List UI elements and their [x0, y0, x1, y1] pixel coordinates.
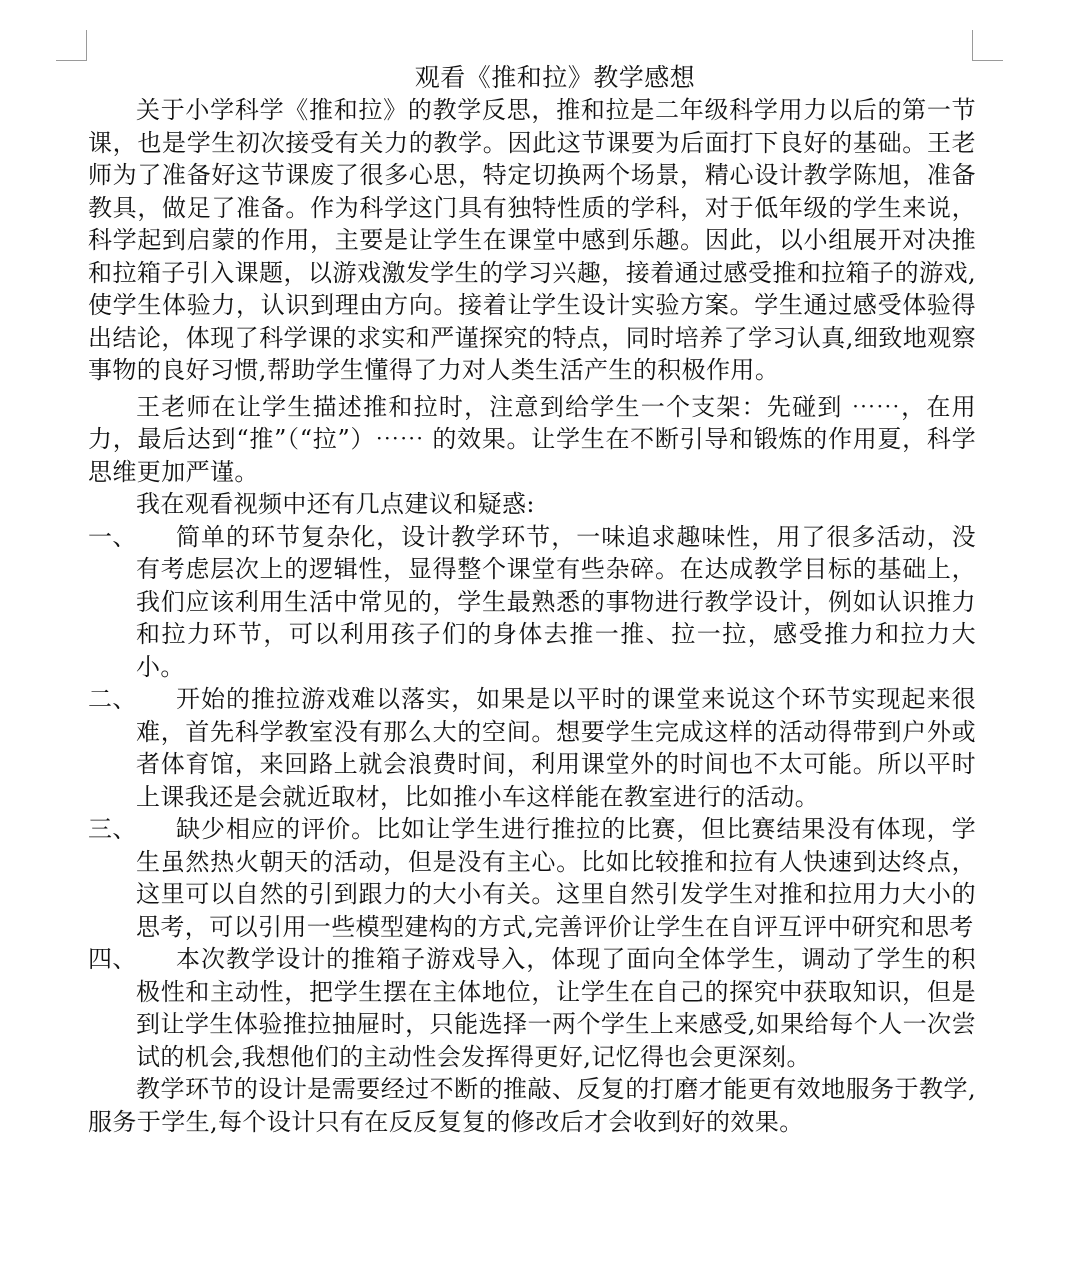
- page-corner-mark-top-left: [56, 30, 87, 61]
- paragraph-suggestions-lead: 我在观看视频中还有几点建议和疑惑:: [136, 490, 535, 518]
- list-number: 一、: [88, 522, 137, 551]
- list-item-3: [88, 813, 976, 943]
- list-number: 四、: [88, 945, 137, 973]
- document-title: 观看《推和拉》教学感想: [414, 63, 696, 92]
- list-item-text: 缺少相应的评价。比如让学生进行推拉的比赛，但比赛结果没有体现，学生虽然热火朝天的活动，但是没有主心。比如比较推和拉有人快速到达终点，这里可以自然的引到跟力的大小有关。这里自然引发学生对推和拉用力大小的思考，可以引用一些模型建构的方式,完善评价让学生在自评互评中研究和思考: [136, 815, 976, 941]
- paragraph-closing: 教学环节的设计是需要经过不断的推敲、反复的打磨才能更有效地服务于教学,服务于学生,每个设计只有在反反复复的修改后才会收到好的效果。: [88, 1075, 976, 1136]
- list-item-text: 开始的推拉游戏难以落实，如果是以平时的课堂来说这个环节实现起来很难，首先科学教室没有那么大的空间。想要学生完成这样的活动得带到户外或者体育馆，来回路上就会浪费时间，利用课堂外的时间也不太可能。所以平时上课我还是会就近取材，比如推小车这样能在教室进行的活动。: [136, 685, 976, 811]
- list-number: 二、: [88, 685, 137, 713]
- list-item-2: [88, 683, 976, 813]
- list-item-1: [88, 521, 976, 684]
- list-item-text: 本次教学设计的推箱子游戏导入，体现了面向全体学生，调动了学生的积极性和主动性，把学生摆在主体地位，让学生在自己的探究中获取知识，但是到让学生体验推拉抽屉时，只能选择一两个学生上来感受,如果给每个人一次尝试的机会,我想他们的主动性会发挥得更好,记忆得也会更深刻。: [136, 945, 976, 1071]
- list-item-text: 简单的环节复杂化，设计教学环节，一味追求趣味性，用了很多活动，没有考虑层次上的逻辑性，显得整个课堂有些杂碎。在达成教学目标的基础上，我们应该利用生活中常见的，学生最熟悉的事物进行教学设计，例如认识推力和拉力环节，可以利用孩子们的身体去推一推、拉一拉，感受推力和拉力大小。: [136, 522, 976, 681]
- list-number: 三、: [88, 815, 137, 843]
- page-corner-mark-top-right: [972, 30, 1003, 61]
- list-item-4: [88, 943, 976, 1073]
- document-body: [88, 94, 976, 1138]
- paragraph-scaffold: 王老师在让学生描述推和拉时，注意到给学生一个支架：先碰到 ⋯⋯，在用力，最后达到“推”（“拉”）⋯⋯ 的效果。让学生在不断引导和锻炼的作用夏，科学思维更加严谨。: [88, 392, 976, 486]
- paragraph-intro: 关于小学科学《推和拉》的教学反思，推和拉是二年级科学用力以后的第一节课，也是学生初次接受有关力的教学。因此这节课要为后面打下良好的基础。王老师为了准备好这节课废了很多心思，特定切换两个场景，精心设计教学陈旭，准备教具，做足了准备。作为科学这门具有独特性质的学科，对于低年级的学生来说，科学起到启蒙的作用，主要是让学生在课堂中感到乐趣。因此，以小组展开对决推和拉箱子引入课题，以游戏激发学生的学习兴趣，接着通过感受推和拉箱子的游戏,使学生体验力，认识到理由方向。接着让学生设计实验方案。学生通过感受体验得出结论，体现了科学课的求实和严谨探究的特点，同时培养了学习认真,细致地观察事物的良好习惯,帮助学生懂得了力对人类生活产生的积极作用。: [88, 96, 976, 384]
